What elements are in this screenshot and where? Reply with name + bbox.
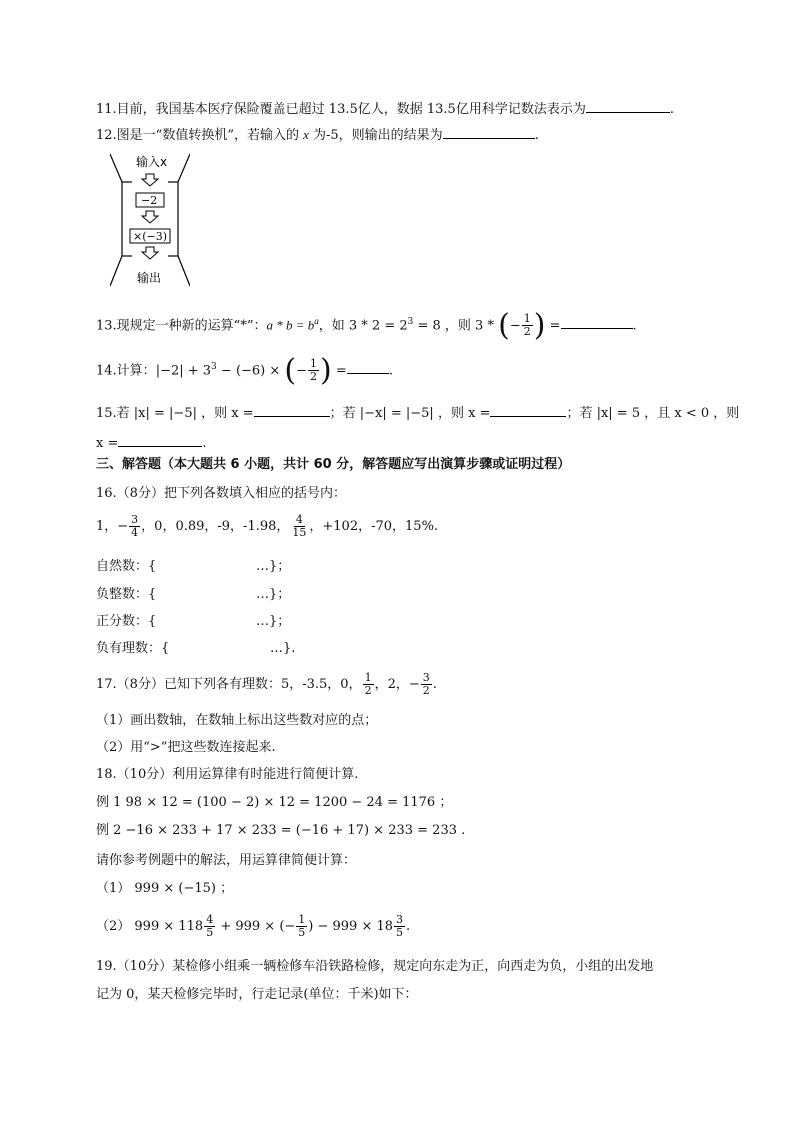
question-19-line-1: 19.（10分）某检修小组乘一辆检修车沿铁路检修，规定向东走为正，向西走为负，小组的出发地 (96, 959, 654, 974)
q12-answer-blank (443, 124, 535, 139)
q18-example-1: 例 1 98 × 12 = (100 − 2) × 12 = 1200 − 24 = 1176 ； (96, 795, 453, 810)
q17-sub-1: （1）画出数轴，在数轴上标出这些数对应的点； (96, 713, 378, 728)
fraction: $\frac{1}{2}$ (364, 671, 372, 697)
question-15: 15.若 |x| = |−5| ，则 x = ；若 |−x| = |−5| ，则 x = ；若 |x| = 5 ，且 x < 0 ，则 (96, 402, 739, 423)
question-17-stem: 17.（8分）已知下列各有理数：5，-3.5，0， $\frac{1}{2}$ ，2，− $\frac{3}{2}$ . (96, 671, 437, 697)
q16-category-negative-integer: 负整数：{ …}； (96, 587, 291, 602)
machine-input-label: 输入x (136, 155, 168, 169)
number-converter-machine-diagram (110, 152, 190, 288)
q13-answer-blank (561, 314, 633, 329)
q18-sub-2: （2） 999 × 118 $\frac{4}{5}$ + 999 × (− $\frac{1}{5}$ ) − 999 × 18 $\frac{3}{5}$ . (96, 913, 411, 939)
question-13: 13.现规定一种新的运算“*”：$a * b = b^a$，如 $3 * 2 = 2^3 = 8$ ，则 3 * (− $\frac{1}{2}$ ) = . (96, 307, 637, 343)
question-16-stem: 16.（8分）把下列各数填入相应的括号内： (96, 486, 346, 501)
q17-sub-2: （2）用“>”把这些数连接起来. (96, 740, 276, 755)
fraction: $\frac{3}{5}$ (396, 913, 404, 939)
fraction: $\frac{4}{5}$ (206, 913, 214, 939)
machine-output-label: 输出 (137, 271, 162, 285)
section-3-heading: 三、解答题（本大题共 6 小题，共计 60 分，解答题应写出演算步骤或证明过程） (96, 457, 571, 472)
q15-blank-2 (490, 402, 566, 417)
q18-example-2: 例 2 −16 × 233 + 17 × 233 = (−16 + 17) × 233 = 233 . (96, 823, 466, 838)
question-12: 12.图是一“数值转换机”，若输入的 x 为-5，则输出的结果为 . (96, 124, 539, 145)
down-arrow-icon (142, 211, 158, 223)
q15-blank-1 (254, 402, 330, 417)
down-arrow-icon (142, 247, 158, 259)
question-19-line-2: 记为 0，某天检修完毕时，行走记录(单位：千米)如下： (96, 987, 418, 1002)
machine-step2-label: ×(−3) (133, 230, 168, 243)
q14-answer-blank (347, 359, 389, 374)
down-arrow-icon (142, 174, 158, 186)
q16-category-positive-fraction: 正分数：{ …}； (96, 614, 291, 629)
question-15-continued: x = . (96, 432, 207, 453)
q18-sub-1: （1） 999 × (−15) ； (96, 881, 234, 896)
q11-answer-blank (586, 98, 670, 113)
question-18-stem: 18.（10分）利用运算律有时能进行简便计算. (96, 767, 359, 782)
q16-category-natural: 自然数：{ …}； (96, 559, 291, 574)
fraction: $\frac{4}{15}$ (292, 513, 307, 539)
q16-category-negative-rational: 负有理数：{ …}. (96, 641, 296, 656)
question-14: 14.计算：$|-2| + 3^3 - (-6)$ × (− $\frac{1}{2}$ ) = . (96, 352, 393, 388)
question-16-numbers: 1，− $\frac{3}{4}$ ，0，0.89，-9，-1.98， $\frac{4}{15}$ ，+102，-70，15%. (96, 513, 439, 539)
q18-instruction: 请你参考例题中的解法，用运算律简便计算： (96, 853, 357, 868)
fraction: $\frac{1}{2}$ (310, 357, 318, 384)
fraction: $\frac{1}{2}$ (523, 312, 531, 339)
q11-text: 11.目前，我国基本医疗保险覆盖已超过 13.5亿人，数据 13.5亿用科学记数法表示为 (96, 102, 586, 117)
question-11: 11.目前，我国基本医疗保险覆盖已超过 13.5亿人，数据 13.5亿用科学记数法表示为 . (96, 98, 674, 119)
fraction: $\frac{3}{2}$ (422, 671, 430, 697)
fraction: $\frac{3}{4}$ (131, 513, 139, 539)
fraction: $\frac{1}{5}$ (298, 913, 306, 939)
q15-blank-3 (118, 432, 202, 447)
machine-step1-label: −2 (141, 194, 158, 207)
